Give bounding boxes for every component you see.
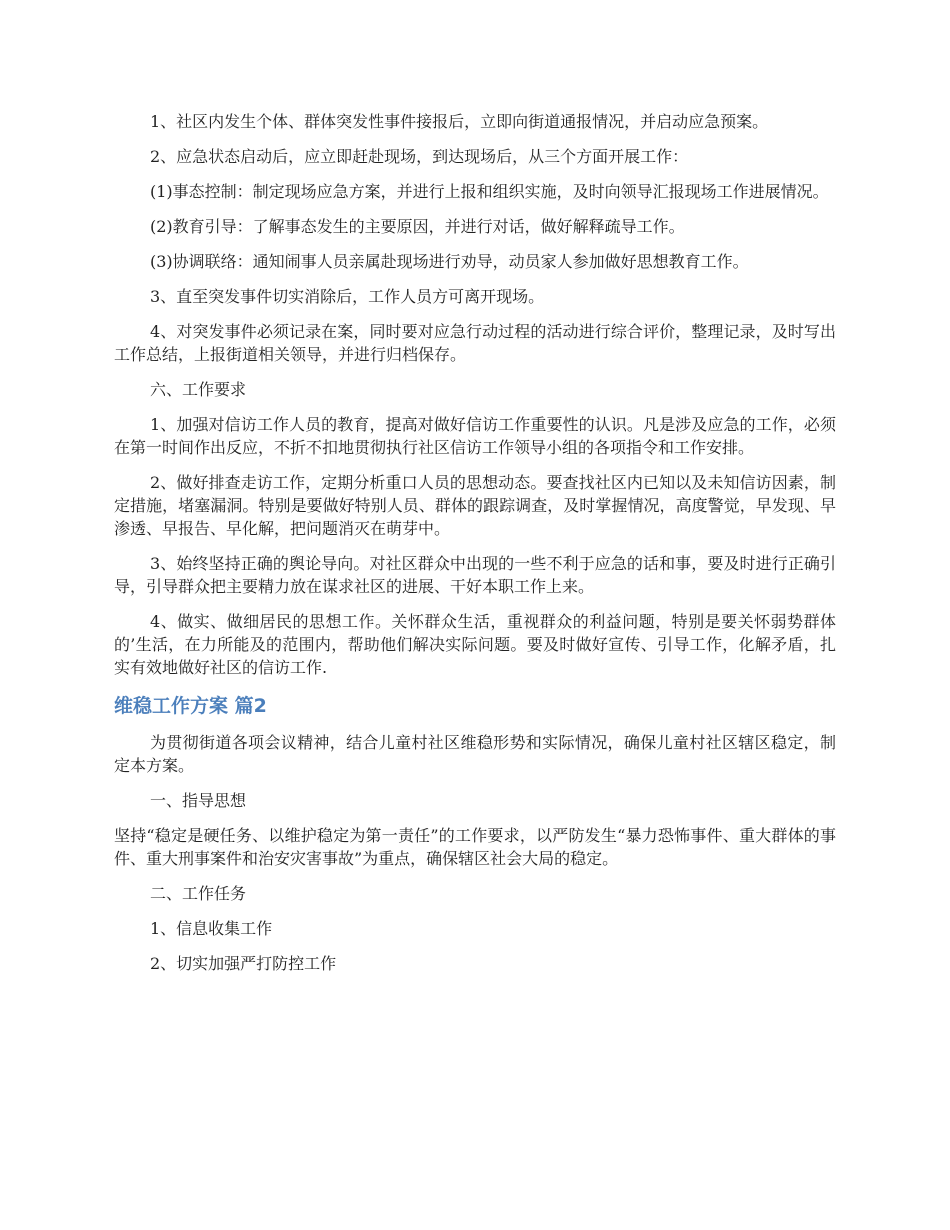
section-heading: 维稳工作方案 篇2 bbox=[114, 695, 267, 717]
paragraph: 坚持“稳定是硬任务、以维护稳定为第一责任”的工作要求，以严防发生“暴力恐怖事件、重大群体的事件、重大刑事案件和治安灾害事故”为重点，确保辖区社会大局的稳定。 bbox=[114, 826, 836, 868]
section-subheading: 一、指导思想 bbox=[150, 791, 247, 810]
paragraph: (2)教育引导：了解事态发生的主要原因，并进行对话，做好解释疏导工作。 bbox=[150, 217, 685, 236]
section-subheading: 二、工作任务 bbox=[150, 884, 247, 903]
paragraph: 1、社区内发生个体、群体突发性事件接报后，立即向街道通报情况，并启动应急预案。 bbox=[150, 112, 769, 131]
paragraph: (3)协调联络：通知闹事人员亲属赴现场进行劝导，动员家人参加做好思想教育工作。 bbox=[150, 252, 749, 271]
paragraph: 1、加强对信访工作人员的教育，提高对做好信访工作重要性的认识。凡是涉及应急的工作，必须在第一时间作出反应，不折不扣地贯彻执行社区信访工作领导小组的各项指令和工作安排。 bbox=[114, 415, 836, 457]
paragraph: 4、对突发事件必须记录在案，同时要对应急行动过程的活动进行综合评价，整理记录，及时写出工作总结，上报街道相关领导，并进行归档保存。 bbox=[114, 322, 836, 364]
paragraph: 为贯彻街道各项会议精神，结合儿童村社区维稳形势和实际情况，确保儿童村社区辖区稳定，制定本方案。 bbox=[114, 733, 836, 775]
paragraph: 3、始终坚持正确的舆论导向。对社区群众中出现的一些不利于应急的话和事，要及时进行正确引导，引导群众把主要精力放在谋求社区的进展、干好本职工作上来。 bbox=[114, 554, 836, 596]
list-item: 2、切实加强严打防控工作 bbox=[150, 954, 337, 973]
list-item: 1、信息收集工作 bbox=[150, 919, 273, 938]
paragraph: 2、应急状态启动后，应立即赶赴现场，到达现场后，从三个方面开展工作： bbox=[150, 147, 689, 166]
paragraph: 3、直至突发事件切实消除后，工作人员方可离开现场。 bbox=[150, 287, 545, 306]
paragraph: 2、做好排查走访工作，定期分析重口人员的思想动态。要查找社区内已知以及未知信访因素，制定措施，堵塞漏洞。特别是要做好特别人员、群体的跟踪调查，及时掌握情况，高度警觉，早发现、早渗透、早报告、早化解，把问题消灭在萌芽中。 bbox=[114, 473, 836, 538]
paragraph: (1)事态控制：制定现场应急方案，并进行上报和组织实施，及时向领导汇报现场工作进展情况。 bbox=[150, 182, 829, 201]
section-subheading: 六、工作要求 bbox=[150, 380, 247, 399]
paragraph: 4、做实、做细居民的思想工作。关怀群众生活，重视群众的利益问题，特别是要关怀弱势群体的’生活，在力所能及的范围内，帮助他们解决实际问题。要及时做好宣传、引导工作，化解矛盾，扎实有效地做好社区的信访工作. bbox=[114, 612, 836, 677]
document-body bbox=[114, 110, 836, 987]
